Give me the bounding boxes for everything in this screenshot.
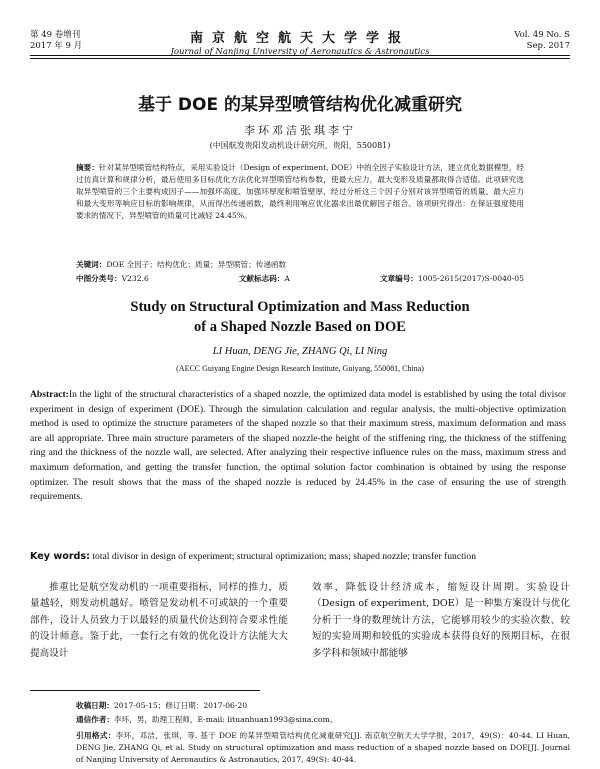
doc-value: A	[284, 274, 290, 283]
keywords-en-text: total divisor in design of experiment; structural optimization; mass; shaped nozzle; transfer function	[92, 551, 477, 562]
affiliation-cn: (中国航发贵阳发动机设计研究所，贵阳，550081)	[209, 141, 391, 150]
header-center	[0, 27, 600, 57]
footnote-citation	[76, 730, 570, 766]
citation-label: 引用格式：	[76, 731, 116, 740]
clc-value: V232.6	[121, 274, 149, 283]
journal-name-en: Journal of Nanjing University of Aeronautics & Astronautics	[170, 47, 430, 57]
article-value: 1005-2615(2017)S-0040-05	[417, 274, 524, 283]
keywords-cn-label: 关键词：	[76, 260, 107, 269]
abstract-en-text: In the light of the structural characteristics of a shaped nozzle, the optimized data model is established by using the total divisor experiment in design of experiment (DOE). Through the simulation calculation and regular analysis, the multi-objective optimization method is used to optimize the structure parameters of the shaped nozzle so that their maximum stress, maximum deformation and mass are all appropriate. Three main structure parameters of the shaped nozzle-the height of the stiffening ring, the thickness of the stiffening ring and the thickness of the nozzle wall, are selected. After analyzing their respective influence rules on the mass, maximum stress and maximum deformation, and getting the transfer function, the optimal solution factor combination is obtained by using the response optimizer. The result shows that the mass of the shaped nozzle is reduced by 24.45% in the case of ensuring the use of strength requirements.	[30, 389, 566, 503]
volume-issue-en: Vol. 49 No. S	[514, 30, 570, 40]
doc-label: 文献标志码：	[238, 274, 285, 283]
body-column-left: 推重比是航空发动机的一项重要指标，同样的推力，质量越轻，则发动机越好。喷管是发动机不可或缺的一个重要部件，设计人员致力于以最轻的质量代价达到符合要求性能的设计师意。鉴于此，一套行之有效的优化设计方法能大大提高设计	[30, 582, 288, 659]
abstract-cn	[76, 162, 524, 222]
issue-date: 2017 年 9 月	[30, 41, 83, 51]
paper-title-cn: 基于 DOE 的某异型喷管结构优化减重研究	[137, 95, 462, 115]
authors-cn: 李环邓洁张琪李宁	[244, 124, 356, 137]
affiliation-en: (AECC Guiyang Engine Design Research Institute, Guiyang, 550081, China)	[176, 364, 424, 373]
received-label: 收稿日期：	[76, 701, 114, 710]
header-rule-thin	[30, 58, 570, 59]
journal-name-cn: 南京航空航天大学学报	[189, 31, 410, 46]
classification-row	[76, 273, 524, 284]
abstract-en	[30, 388, 566, 505]
keywords-cn-text: DOE 全因子；结构优化；质量；异型喷管；传递函数	[106, 260, 287, 269]
article-label: 文章编号：	[379, 274, 418, 283]
keywords-en-label: Key words:	[30, 551, 90, 562]
issue-date-en: Sep. 2017	[526, 41, 570, 51]
corresponding-label: 通信作者：	[76, 715, 114, 724]
body-column-right: 效率，降低设计经济成本，缩短设计周期。实验设计（Design of experiment, DOE）是一种集方案设计与优化分析于一身的数理统计方法，它能够用较少的实验次数、较短的实验周期和较低的实验成本获得良好的预期目标，在很多学科和领域中都能够	[312, 582, 570, 659]
citation-text: 李环，邓洁，张琪，等. 基于 DOE 的某异型喷管结构优化减重研究[J]. 南京航空航天大学学报，2017，49(S)：40-44. LI Huan, DENG Jie, ZHANG Qi, et al. Study on structural optimization and mass reduction of a shaped nozzle based on DOE[J]. Journal of Nanjing University of Aeronautics & Astronautics, 2017, 49(S): 40-44.	[76, 731, 570, 764]
header-right	[514, 30, 570, 52]
footnote-received	[76, 700, 570, 712]
keywords-cn	[76, 259, 524, 271]
authors-en: LI Huan, DENG Jie, ZHANG Qi, LI Ning	[212, 346, 388, 357]
keywords-en	[30, 550, 566, 565]
footnote-rule	[30, 690, 260, 691]
paper-title-en-line1: Study on Structural Optimization and Mass Reduction	[130, 299, 470, 315]
abstract-cn-text: 针对某异型喷管结构特点，采用实验设计（Design of experiment, DOE）中的全因子实验设计方法，建立优化数据模型，经过仿真计算和规律分析，最后使用多目标优化方法优化异型喷管结构参数，使最大应力，最大变形及质量都取得合适值。此项研究选取异型喷管的三个主要构成因子——加强环高度、加强环厚度和喷管壁厚，经过分析这三个因子分别对该异型喷管的质量、最大应力和最大变形等响应目标的影响规律，从而得出传递函数，最终利用响应优化器求出最优解因子组合。该项研究得出：在保证强度使用要求的情况下，异型喷管的质量可比减轻 24.45%。	[76, 163, 524, 220]
volume-issue: 第 49 卷增刊	[30, 30, 81, 40]
article-number	[380, 273, 524, 284]
clc-label: 中图分类号：	[76, 274, 122, 283]
abstract-cn-label: 摘要：	[76, 163, 99, 172]
corresponding-text: 李环，男，助理工程师，E-mail: lituanhuan1993@sina.com。	[113, 715, 338, 724]
document-code	[239, 273, 290, 284]
clc-number	[76, 273, 149, 284]
abstract-en-label: Abstract:	[30, 389, 69, 400]
paper-title-en	[0, 297, 600, 337]
paper-title-en-line2: of a Shaped Nozzle Based on DOE	[194, 319, 406, 335]
received-text: 2017-05-15；修订日期：2017-06-20	[113, 701, 248, 710]
header-rule-thick	[30, 55, 570, 56]
footnote-corresponding	[76, 714, 570, 726]
